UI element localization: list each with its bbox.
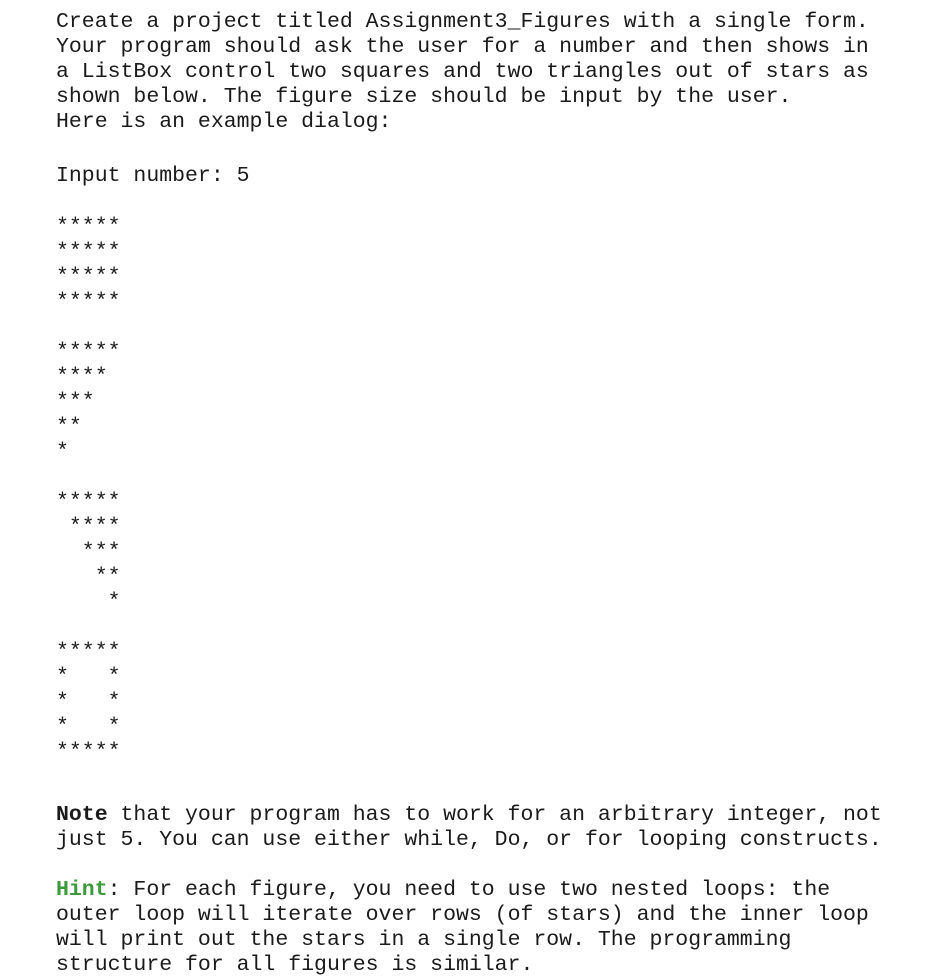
intro-line: Here is an example dialog:	[56, 110, 392, 134]
hint-line: structure for all figures is similar.	[56, 953, 534, 977]
star-row: *****	[56, 640, 121, 664]
note-text: that your program has to work for an arbitrary integer, not	[107, 803, 882, 827]
star-row: * *	[56, 715, 121, 739]
note-paragraph	[56, 803, 936, 853]
star-row: ****	[56, 515, 121, 539]
star-row: *	[56, 590, 121, 614]
hint-line: outer loop will iterate over rows (of stars) and the inner loop	[56, 903, 869, 927]
star-row: *	[56, 440, 69, 464]
intro-line: Your program should ask the user for a number and then shows in	[56, 35, 869, 59]
note-keyword: Note	[56, 803, 108, 827]
figure-left-triangle	[56, 340, 936, 465]
star-row: * *	[56, 665, 121, 689]
intro-line: Create a project titled Assignment3_Figures with a single form.	[56, 10, 869, 34]
note-line: just 5. You can use either while, Do, or for looping constructs.	[56, 828, 882, 852]
star-row: **	[56, 565, 121, 589]
figure-right-triangle	[56, 490, 936, 615]
star-row: *****	[56, 490, 121, 514]
star-row: *****	[56, 215, 121, 239]
star-row: ***	[56, 390, 95, 414]
hint-keyword: Hint	[56, 878, 108, 902]
intro-paragraph	[56, 10, 936, 135]
star-row: *****	[56, 240, 121, 264]
star-row: **	[56, 415, 82, 439]
hint-line: will print out the stars in a single row. The programming	[56, 928, 792, 952]
hint-text: : For each figure, you need to use two nested loops: the	[107, 878, 831, 902]
star-row: * *	[56, 690, 121, 714]
intro-line: a ListBox control two squares and two triangles out of stars as	[56, 60, 869, 84]
star-row: *****	[56, 340, 121, 364]
figure-filled-square	[56, 215, 936, 315]
figure-hollow-square	[56, 640, 936, 765]
star-row: ****	[56, 365, 108, 389]
assignment-document	[56, 10, 936, 978]
example-input-line: Input number: 5	[56, 164, 250, 188]
star-row: *****	[56, 265, 121, 289]
hint-paragraph	[56, 878, 936, 978]
star-row: ***	[56, 540, 121, 564]
intro-line: shown below. The figure size should be input by the user.	[56, 85, 792, 109]
star-row: *****	[56, 740, 121, 764]
star-row: *****	[56, 290, 121, 314]
